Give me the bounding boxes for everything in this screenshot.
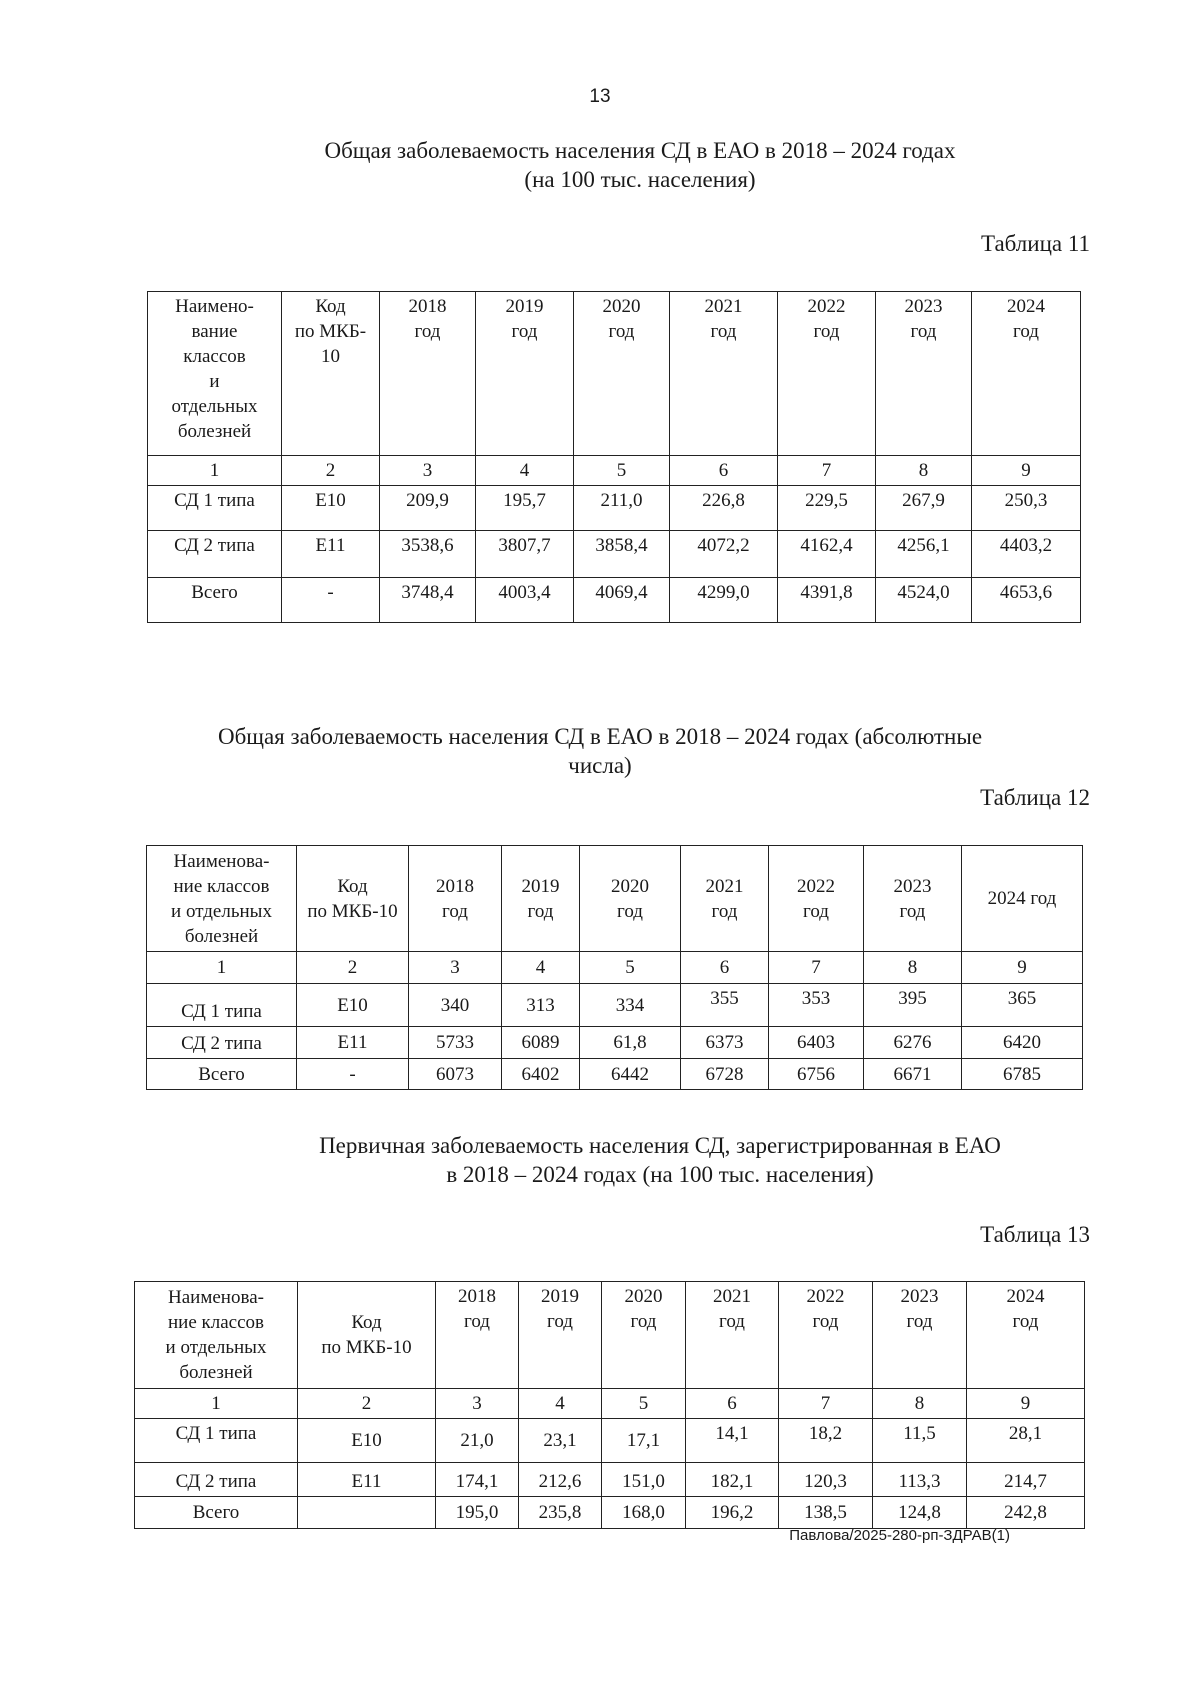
- table-cell: 4162,4: [778, 531, 876, 578]
- header-cell: Наименова- ние классов и отдельных болезней: [135, 1282, 298, 1389]
- table-cell: 355: [681, 984, 769, 1027]
- header-cell: 2021 год: [681, 846, 769, 952]
- table13-title: [230, 1131, 1090, 1189]
- table-cell: 365: [962, 984, 1083, 1027]
- column-number: 7: [778, 456, 876, 486]
- header-cell: 2023 год: [876, 292, 972, 456]
- table-cell: 313: [502, 984, 580, 1027]
- table-cell: 195,7: [476, 486, 574, 531]
- header-cell: 2020 год: [574, 292, 670, 456]
- header-cell: 2024 год: [967, 1282, 1085, 1389]
- table-cell: 6089: [502, 1027, 580, 1059]
- table-cell: 4299,0: [670, 578, 778, 623]
- header-cell: Код по МКБ- 10: [282, 292, 380, 456]
- table-cell: 6442: [580, 1059, 681, 1090]
- table-cell: СД 1 типа: [148, 486, 282, 531]
- table-cell: 195,0: [436, 1497, 519, 1529]
- header-cell: 2023 год: [864, 846, 962, 952]
- table-cell: 4256,1: [876, 531, 972, 578]
- table-cell: 6420: [962, 1027, 1083, 1059]
- table-cell: 229,5: [778, 486, 876, 531]
- table-cell: 18,2: [779, 1419, 873, 1463]
- table-cell: 5733: [409, 1027, 502, 1059]
- table-cell: 4069,4: [574, 578, 670, 623]
- page-number: 13: [589, 86, 611, 107]
- table13-title-line1: Первичная заболеваемость населения СД, зарегистрированная в ЕАО: [319, 1133, 1001, 1158]
- table-row: [148, 486, 1081, 531]
- table-cell: 174,1: [436, 1463, 519, 1497]
- table13-label: Таблица 13: [980, 1222, 1090, 1247]
- table-cell: СД 2 типа: [147, 1027, 297, 1059]
- column-number: 5: [574, 456, 670, 486]
- table-cell: Всего: [135, 1497, 298, 1529]
- header-cell: Наимено- вание классов и отдельных болезней: [148, 292, 282, 456]
- table-cell: 3858,4: [574, 531, 670, 578]
- table-cell: СД 2 типа: [135, 1463, 298, 1497]
- table13-header-row: [135, 1282, 1085, 1389]
- table-cell: 211,0: [574, 486, 670, 531]
- table-cell: 6728: [681, 1059, 769, 1090]
- table-cell: 353: [769, 984, 864, 1027]
- table-cell: СД 1 типа: [147, 984, 297, 1027]
- header-cell: 2019 год: [476, 292, 574, 456]
- table-cell: Е10: [298, 1419, 436, 1463]
- column-number: 2: [298, 1389, 436, 1419]
- table-cell: [298, 1497, 436, 1529]
- column-number: 4: [502, 952, 580, 984]
- table-cell: СД 2 типа: [148, 531, 282, 578]
- table12-header-row: [147, 846, 1083, 952]
- table-cell: 242,8: [967, 1497, 1085, 1529]
- table-cell: 21,0: [436, 1419, 519, 1463]
- table-cell: 4072,2: [670, 531, 778, 578]
- header-cell: 2022 год: [779, 1282, 873, 1389]
- table13-number-row: [135, 1389, 1085, 1419]
- column-number: 6: [670, 456, 778, 486]
- table-cell: Всего: [148, 578, 282, 623]
- header-cell: 2018 год: [409, 846, 502, 952]
- table-cell: 6785: [962, 1059, 1083, 1090]
- column-number: 9: [962, 952, 1083, 984]
- table-cell: 4524,0: [876, 578, 972, 623]
- table-cell: 120,3: [779, 1463, 873, 1497]
- table-row: [147, 1027, 1083, 1059]
- table-cell: 61,8: [580, 1027, 681, 1059]
- header-cell: 2018 год: [436, 1282, 519, 1389]
- table-cell: 214,7: [967, 1463, 1085, 1497]
- table12-title-line2: числа): [568, 753, 632, 778]
- table12-label: Таблица 12: [980, 785, 1090, 810]
- column-number: 9: [967, 1389, 1085, 1419]
- table-cell: 209,9: [380, 486, 476, 531]
- table-cell: 395: [864, 984, 962, 1027]
- table-cell: 11,5: [873, 1419, 967, 1463]
- column-number: 4: [476, 456, 574, 486]
- column-number: 3: [409, 952, 502, 984]
- column-number: 3: [380, 456, 476, 486]
- column-number: 8: [876, 456, 972, 486]
- table11: [147, 291, 1081, 623]
- table-cell: Е11: [282, 531, 380, 578]
- column-number: 9: [972, 456, 1081, 486]
- table-cell: 28,1: [967, 1419, 1085, 1463]
- header-cell: Код по МКБ-10: [297, 846, 409, 952]
- table-cell: -: [282, 578, 380, 623]
- table11-title-line1: Общая заболеваемость населения СД в ЕАО в 2018 – 2024 годах: [324, 138, 956, 163]
- table-cell: 3748,4: [380, 578, 476, 623]
- table-cell: СД 1 типа: [135, 1419, 298, 1463]
- table11-title-line2: (на 100 тыс. населения): [524, 167, 756, 192]
- table-cell: 4403,2: [972, 531, 1081, 578]
- column-number: 6: [681, 952, 769, 984]
- column-number: 7: [779, 1389, 873, 1419]
- table-cell: 6671: [864, 1059, 962, 1090]
- table-row: [135, 1419, 1085, 1463]
- table-cell: Е10: [297, 984, 409, 1027]
- table-row: [135, 1463, 1085, 1497]
- table-cell: Е11: [298, 1463, 436, 1497]
- table-cell: 267,9: [876, 486, 972, 531]
- table-cell: 6373: [681, 1027, 769, 1059]
- table12-title: [120, 722, 1080, 780]
- table-cell: 23,1: [519, 1419, 602, 1463]
- table-cell: 151,0: [602, 1463, 686, 1497]
- table11-label: Таблица 11: [980, 231, 1090, 256]
- column-number: 1: [148, 456, 282, 486]
- table-cell: 334: [580, 984, 681, 1027]
- table-cell: 4391,8: [778, 578, 876, 623]
- table-cell: -: [297, 1059, 409, 1090]
- table12-number-row: [147, 952, 1083, 984]
- column-number: 4: [519, 1389, 602, 1419]
- table-cell: Всего: [147, 1059, 297, 1090]
- table-row: [135, 1497, 1085, 1529]
- table-cell: 124,8: [873, 1497, 967, 1529]
- header-cell: Код по МКБ-10: [298, 1282, 436, 1389]
- header-cell: 2019 год: [502, 846, 580, 952]
- header-cell: 2019 год: [519, 1282, 602, 1389]
- column-number: 8: [873, 1389, 967, 1419]
- table-cell: 182,1: [686, 1463, 779, 1497]
- column-number: 5: [602, 1389, 686, 1419]
- table11-number-row: [148, 456, 1081, 486]
- table-cell: 250,3: [972, 486, 1081, 531]
- table-cell: 212,6: [519, 1463, 602, 1497]
- table-cell: Е10: [282, 486, 380, 531]
- column-number: 7: [769, 952, 864, 984]
- table-row: [147, 1059, 1083, 1090]
- column-number: 3: [436, 1389, 519, 1419]
- table-cell: 340: [409, 984, 502, 1027]
- table11-title: [200, 136, 1080, 194]
- table-row: [147, 984, 1083, 1027]
- table-cell: 3807,7: [476, 531, 574, 578]
- table-cell: 235,8: [519, 1497, 602, 1529]
- column-number: 1: [147, 952, 297, 984]
- header-cell: Наименова- ние классов и отдельных болезней: [147, 846, 297, 952]
- document-footer: Павлова/2025-280-рп-ЗДРАВ(1): [789, 1527, 1010, 1544]
- header-cell: 2022 год: [778, 292, 876, 456]
- table-cell: 4653,6: [972, 578, 1081, 623]
- column-number: 8: [864, 952, 962, 984]
- column-number: 2: [282, 456, 380, 486]
- table-cell: 3538,6: [380, 531, 476, 578]
- table-cell: 138,5: [779, 1497, 873, 1529]
- table-row: [148, 578, 1081, 623]
- table-cell: 6403: [769, 1027, 864, 1059]
- column-number: 2: [297, 952, 409, 984]
- header-cell: 2020 год: [602, 1282, 686, 1389]
- table12-title-line1: Общая заболеваемость населения СД в ЕАО в 2018 – 2024 годах (абсолютные: [217, 724, 983, 749]
- header-cell: 2021 год: [670, 292, 778, 456]
- table-cell: 6276: [864, 1027, 962, 1059]
- header-cell: 2021 год: [686, 1282, 779, 1389]
- table-cell: 4003,4: [476, 578, 574, 623]
- table11-header-row: [148, 292, 1081, 456]
- header-cell: 2018 год: [380, 292, 476, 456]
- table13-title-line2: в 2018 – 2024 годах (на 100 тыс. населения): [446, 1162, 874, 1187]
- column-number: 5: [580, 952, 681, 984]
- column-number: 1: [135, 1389, 298, 1419]
- header-cell: 2024 год: [972, 292, 1081, 456]
- column-number: 6: [686, 1389, 779, 1419]
- table-cell: 14,1: [686, 1419, 779, 1463]
- header-cell: 2023 год: [873, 1282, 967, 1389]
- table-cell: 6402: [502, 1059, 580, 1090]
- table-cell: 196,2: [686, 1497, 779, 1529]
- table-cell: 17,1: [602, 1419, 686, 1463]
- table-cell: 113,3: [873, 1463, 967, 1497]
- table12: [146, 845, 1083, 1090]
- table-cell: 226,8: [670, 486, 778, 531]
- header-cell: 2022 год: [769, 846, 864, 952]
- header-cell: 2024 год: [962, 846, 1083, 952]
- table-cell: 168,0: [602, 1497, 686, 1529]
- table-cell: 6073: [409, 1059, 502, 1090]
- table-row: [148, 531, 1081, 578]
- table-cell: 6756: [769, 1059, 864, 1090]
- header-cell: 2020 год: [580, 846, 681, 952]
- table13: [134, 1281, 1085, 1529]
- table-cell: Е11: [297, 1027, 409, 1059]
